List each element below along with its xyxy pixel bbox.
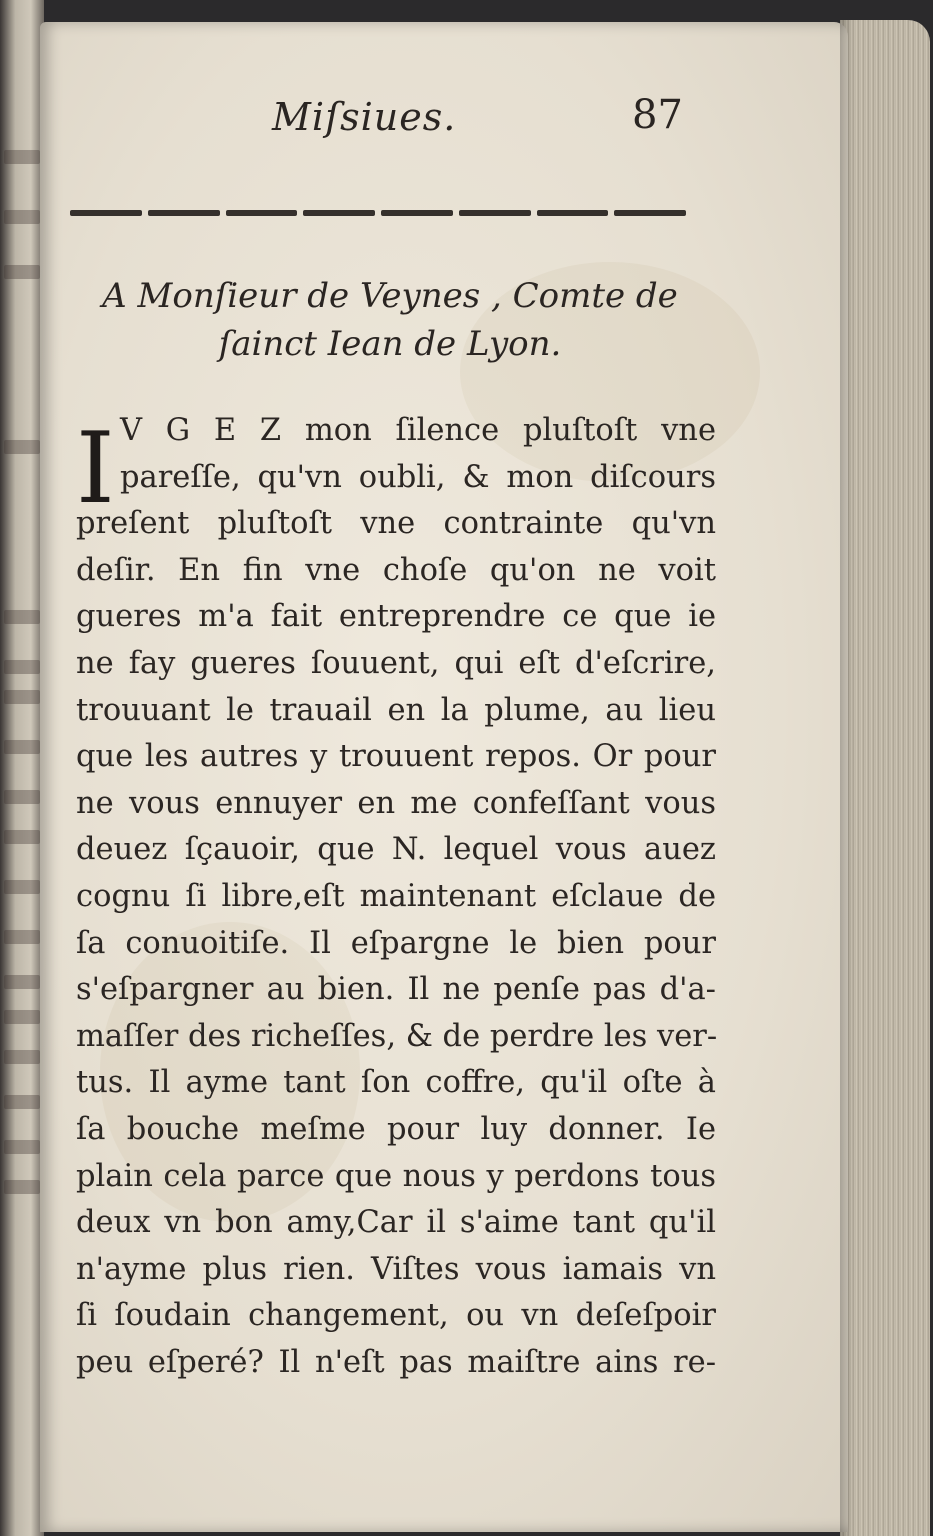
text-line: ne vous ennuyer en me confeſſant vous [76,785,716,821]
text-line: preſent pluſtoſt vne contrainte qu'vn [76,506,716,542]
facing-page-text-fragment [4,440,40,454]
facing-page-text-fragment [4,740,40,754]
ornamental-rule [70,207,686,219]
facing-page-text-fragment [4,830,40,844]
running-head: Miſsiues. [272,95,457,139]
heading-line: ſainct Iean de Lyon. [218,324,562,364]
facing-page-text-fragment [4,1140,40,1154]
facing-page-text-fragment [4,1180,40,1194]
text-line: trouuant le trauail en la plume, au lieu [76,692,716,728]
drop-cap: I [76,412,115,526]
facing-page-text-fragment [4,880,40,894]
page-number: 87 [632,92,683,138]
letter-heading [100,272,680,368]
facing-page-text-fragment [4,210,40,224]
facing-page-text-fragment [4,975,40,989]
text-line: deſir. En fin vne choſe qu'on ne voit [76,552,716,588]
facing-page-text-fragment [4,1095,40,1109]
facing-page-text-fragment [4,1010,40,1024]
text-line: ne fay gueres ſouuent, qui eſt d'eſcrire, [76,645,716,681]
facing-page-text-fragment [4,265,40,279]
text-line: maſſer des richeſſes, & de perdre les ver- [76,1018,718,1054]
facing-page-text-fragment [4,790,40,804]
text-line: ſi ſoudain changement, ou vn deſeſpoir [76,1298,716,1334]
text-line: gueres m'a fait entreprendre ce que ie [76,599,716,635]
heading-line: A Monſieur de Veynes , Comte de [102,276,678,316]
facing-page-text-fragment [4,150,40,164]
facing-page-text-fragment [4,930,40,944]
text-line: V G E Z mon ſilence pluſtoſt vne [120,413,716,448]
text-line: n'ayme plus rien. Viſtes vous iamais vn [76,1251,716,1287]
text-line: cognu ſi libre,eſt maintenant eſclaue de [76,878,716,914]
gutter-shadow [840,20,854,1536]
facing-page-edge [0,0,44,1536]
text-line: deux vn bon amy,Car il s'aime tant qu'il [76,1205,716,1241]
text-line: que les autres y trouuent repos. Or pour [76,739,716,775]
letter-body [76,408,716,1386]
text-line: pareſſe, qu'vn oubli, & mon diſcours [120,459,716,495]
text-line: ſa conuoitiſe. Il eſpargne le bien pour [76,925,716,961]
text-line: ſa bouche meſme pour luy donner. Ie [76,1111,716,1147]
text-line: peu eſperé? Il n'eſt pas maiſtre ains re- [76,1344,716,1380]
text-line: s'eſpargner au bien. Il ne penſe pas d'a- [76,972,716,1008]
facing-page-text-fragment [4,690,40,704]
facing-page-text-fragment [4,1050,40,1064]
text-line: plain cela parce que nous y perdons tous [76,1158,716,1194]
facing-page-text-fragment [4,660,40,674]
text-line: tus. Il ayme tant ſon coffre, qu'il oſte à [76,1065,716,1101]
text-line: deuez ſçauoir, que N. lequel vous auez [76,832,716,868]
facing-page-text-fragment [4,610,40,624]
